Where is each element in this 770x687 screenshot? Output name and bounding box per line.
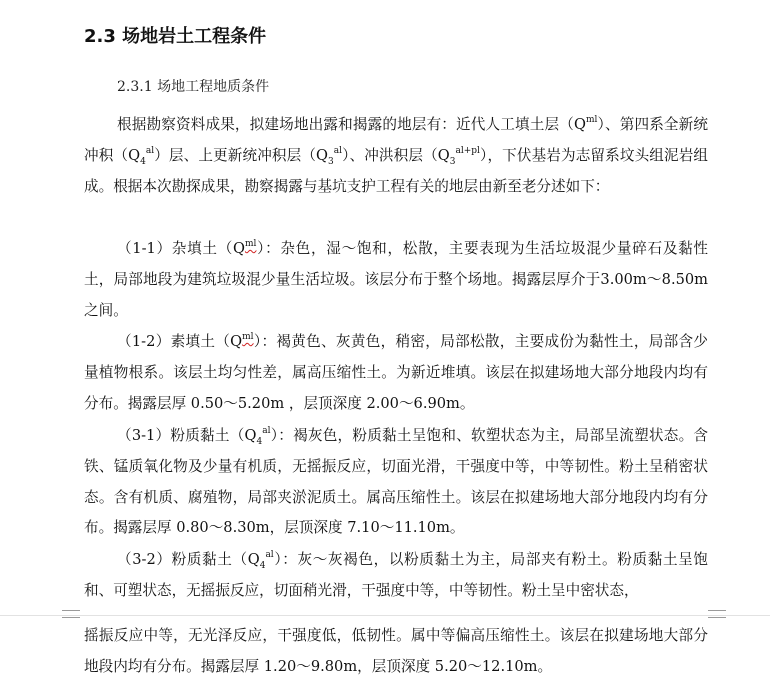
subsection-title: 2.3.1 场地工程地质条件 [117,79,270,95]
continuation-paragraph: 摇振反应中等，无光泽反应，干强度低，低韧性。属中等偏高压缩性土。该层在拟建场地大部分地段内均有分布。揭露层厚 1.20～9.80m，层顶深度 5.20～12.10m。 [84,627,708,675]
layer-body: ）：褐黄色、灰黄色，稍密，局部松散，主要成份为黏性土，局部含少量植物根系。该层土均匀性差，属高压缩性土。为新近堆填。该层在拟建场地大部分地段内均有分布。揭露层厚 0.50～5.20m ，层顶深度 2.00～6.90m。 [84,333,709,412]
layer-sup: al [265,550,274,561]
layer-3-1-paragraph [84,421,708,544]
layer-body: ）：褐灰色，粉质黏土呈饱和、软塑状态为主，局部呈流塑状态。含铁、锰质氧化物及少量有机质，无摇振反应，切面光滑，干强度中等，中等韧性。粉土呈稍密状态。含有机质、腐殖物，局部夹淤泥质土。属高压缩性土。该层在拟建场地大部分地段内均有分布。揭露层厚 0.80～8.30m，层顶深度 7.10～11.10m。 [84,427,709,537]
intro-text-3: ）层、上更新统冲积层（Q [154,146,328,164]
layer-sup: al [262,426,271,437]
layer-1-2-paragraph [84,327,708,419]
page-break [0,609,770,621]
layer-sub: 4 [256,436,263,447]
intro-sub-4: 3 [449,156,456,167]
intro-text-2: ）、第四系全新统冲积（Q [84,116,709,164]
layer-lead: （1-2）素填土（Q [117,333,243,350]
intro-sup-3: al [333,145,342,156]
layer-3-2-paragraph [84,545,708,607]
intro-text-4: ）、冲洪积层（Q [341,146,450,164]
intro-sup-2: al [145,145,155,156]
layer-body: ）：灰～灰褐色，以粉质黏土为主，局部夹有粉土。粉质黏土呈饱和、可塑状态，无摇振反应，切面稍光滑，干强度中等，中等韧性。粉土呈中密状态， [84,551,709,599]
intro-text-1: 根据勘察资料成果，拟建场地出露和揭露的地层有：近代人工填土层（Q [117,116,586,133]
section-title: 2.3 场地岩土工程条件 [84,26,267,47]
intro-text-5: ），下伏基岩为志留系坟头组泥岩组成。根据本次勘探成果，勘察揭露与基坑支护工程有关的地层由新至老分述如下： [84,146,709,195]
layer-sup: ml [242,332,254,343]
intro-sup-1: ml [585,115,598,126]
layer-body: ）：杂色，湿～饱和，松散，主要表现为生活垃圾混少量碎石及黏性土，局部地段为建筑垃圾混少量生活垃圾。该层分布于整个场地。揭露层厚介于3.00m～8.50m 之间。 [84,240,709,319]
layer-sub: 4 [259,560,266,571]
intro-sup-4: al+pl [455,145,480,156]
layer-sup: ml [244,239,257,250]
intro-sub-3: 3 [328,156,334,167]
right-margin-marker [708,610,726,618]
left-margin-marker [62,610,80,618]
layer-lead: （3-2）粉质黏土（Q [117,551,260,568]
layer-1-1-paragraph [84,234,708,326]
page-break-line [0,615,770,616]
layer-lead: （3-1）粉质黏土（Q [117,427,257,444]
intro-paragraph [84,110,708,202]
intro-sub-2: 4 [140,156,146,167]
layer-lead: （1-1）杂填土（Q [117,240,245,257]
